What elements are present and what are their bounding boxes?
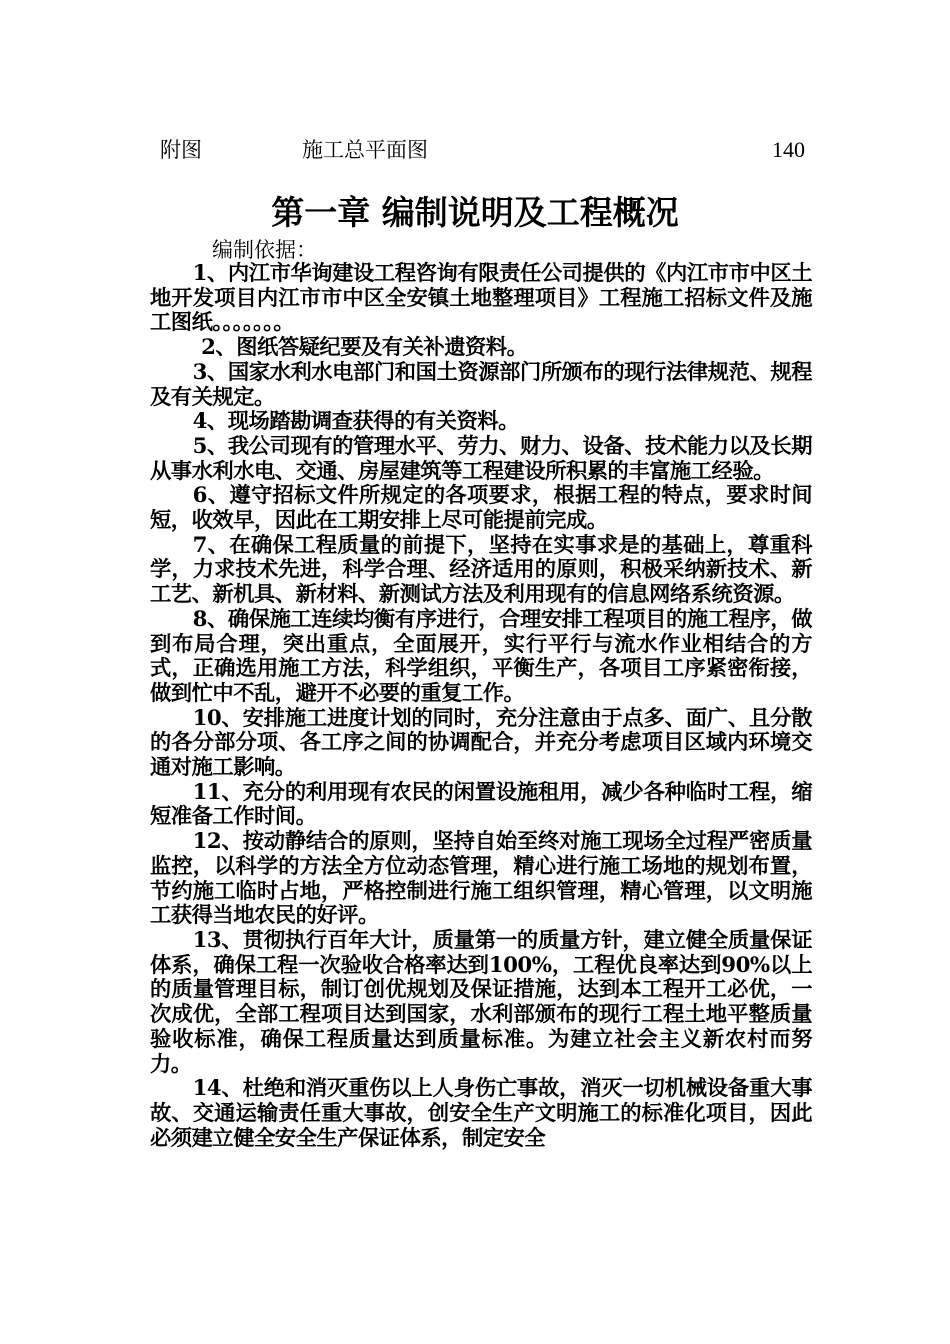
toc-label: 附图 [160, 138, 202, 162]
basis-item-4: 4、现场踏勘调查获得的有关资料。 [192, 409, 519, 435]
basis-item-5: 5、我公司现有的管理水平、劳力、财力、设备、技术能力以及长期从事水利水电、交通、房屋建筑等工程建设所积累的丰富施工经验。 [150, 433, 812, 484]
basis-item-10: 10、安排施工进度计划的同时，充分注意由于点多、面广、且分散的各分部分项、各工序之间的协调配合，并充分考虑项目区域内环境交通对施工影响。 [150, 705, 812, 781]
basis-item-14: 14、杜绝和消灭重伤以上人身伤亡事故，消灭一切机械设备重大事故、交通运输责任重大事故，创安全生产文明施工的标准化项目，因此必须建立健全安全生产保证体系，制定安全 [150, 1076, 812, 1151]
basis-item-8: 8、确保施工连续均衡有序进行，合理安排工程项目的施工程序，做到布局合理，突出重点，全面展开，实行平行与流水作业相结合的方式，正确选用施工方法，科学组织，平衡生产，各项目工序紧密衔接，做到忙中不乱，避开不必要的重复工作。 [150, 606, 812, 706]
toc-page-number: 140 [772, 137, 805, 162]
basis-item-12: 12、按动静结合的原则，坚持自始至终对施工现场全过程严密质量监控，以科学的方法全方位动态管理，精心进行施工场地的规划布置，节约施工临时占地，严格控制进行施工组织管理，精心管理，以文明施工获得当地农民的好评。 [150, 829, 812, 929]
basis-heading: 编制依据： [212, 238, 317, 262]
basis-item-1: 1、内江市华询建设工程咨询有限责任公司提供的《内江市市中区土地开发项目内江市市中区全安镇土地整理项目》工程施工招标文件及施工图纸。。。。。。。 [150, 261, 812, 336]
basis-list [150, 262, 812, 1151]
basis-item-11: 11、充分的利用现有农民的闲置设施租用，减少各种临时工程，缩短准备工作时间。 [150, 779, 812, 830]
toc-title: 施工总平面图 [302, 138, 428, 162]
basis-item-2: 2、图纸答疑纪要及有关补遗资料。 [201, 335, 528, 361]
basis-item-3: 3、国家水利水电部门和国土资源部门所颁布的现行法律规范、规程及有关规定。 [150, 359, 812, 410]
basis-item-7: 7、在确保工程质量的前提下，坚持在实事求是的基础上，尊重科学，力求技术先进，科学合理、经济适用的原则，积极采纳新技术、新工艺、新机具、新材料、新测试方法及利用现有的信息网络系统资源。 [150, 532, 812, 608]
chapter-title: 第一章 编制说明及工程概况 [271, 193, 679, 232]
basis-item-13: 13、贯彻执行百年大计，质量第一的质量方针，建立健全质量保证体系，确保工程一次验收合格率达到100%，工程优良率达到90%以上的质量管理目标，制订创优规划及保证措施，达到本工程开工必优，一次成优，全部工程项目达到国家，水利部颁布的现行工程土地平整质量验收标准，确保工程质量达到质量标准。为建立社会主义新农村而努力。 [150, 927, 812, 1077]
toc-entry [160, 134, 805, 166]
basis-item-6: 6、遵守招标文件所规定的各项要求，根据工程的特点，要求时间短，收效早，因此在工期安排上尽可能提前完成。 [150, 483, 812, 534]
